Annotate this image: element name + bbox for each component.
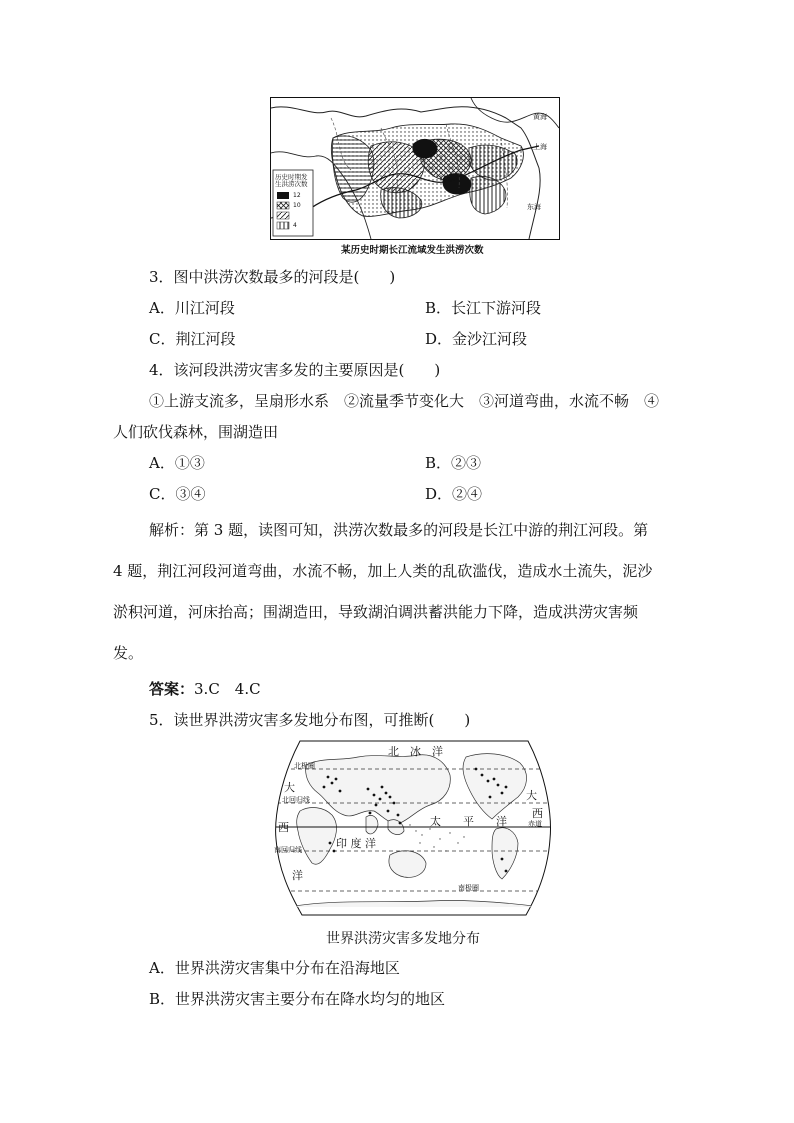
q5-option-b: B．世界洪涝灾害主要分布在降水均匀的地区 xyxy=(149,990,446,1008)
map2-label-antarctic-circle: 南极圈 xyxy=(458,884,479,892)
map2-label-pacific: 太 平 洋 xyxy=(430,815,507,828)
map2-label-tropic-s: 南回归线 xyxy=(274,846,302,854)
map2-label-indian: 印 度 洋 xyxy=(336,837,376,850)
q4-option-a: A．①③ xyxy=(149,454,205,472)
q3-option-c: C．荆江河段 xyxy=(149,330,236,348)
map2-label-equator: 赤道 xyxy=(528,820,542,828)
q3-stem: 3．图中洪涝次数最多的河段是( ) xyxy=(149,268,396,286)
q5-option-a: A．世界洪涝灾害集中分布在沿海地区 xyxy=(149,959,400,977)
map2-label-atlantic-right-2: 西 xyxy=(532,807,543,820)
yangtze-flood-map-graphic xyxy=(271,98,559,239)
map1-legend-value-4: 4 xyxy=(293,222,297,229)
q4-option-d: D．②④ xyxy=(425,485,483,503)
q4-option-b: B．②③ xyxy=(425,454,482,472)
map2-label-tropic-n: 北回归线 xyxy=(282,796,310,804)
explanation-line-4: 发。 xyxy=(113,644,144,662)
answer xyxy=(149,679,261,699)
explanation-line-1: 解析：第 3 题，读图可知，洪涝次数最多的河段是长江中游的荆江河段。第 xyxy=(149,521,649,539)
yangtze-flood-map xyxy=(270,97,560,240)
map2-caption: 世界洪涝灾害多发地分布 xyxy=(326,931,480,947)
answer-value: 3.C 4.C xyxy=(194,680,261,698)
map2-label-north-arctic: 北 冰 洋 xyxy=(388,745,443,758)
q5-stem: 5．读世界洪涝灾害多发地分布图，可推断( ) xyxy=(149,711,471,729)
world-flood-map xyxy=(270,739,558,917)
explanation-line-2: 4 题，荆江河段河道弯曲，水流不畅，加上人类的乱砍滥伐，造成水土流失，泥沙 xyxy=(113,562,653,580)
q4-option-c: C．③④ xyxy=(149,485,206,503)
map1-legend-value-12: 12 xyxy=(293,192,301,199)
answer-label: 答案： xyxy=(149,680,195,698)
q4-stem: 4．该河段洪涝灾害多发的主要原因是( ) xyxy=(149,361,441,379)
map1-caption: 某历史时期长江流域发生洪涝次数 xyxy=(341,245,484,256)
explanation-line-3: 淤积河道，河床抬高；围湖造田，导致湖泊调洪蓄洪能力下降，造成洪涝灾害频 xyxy=(113,603,639,621)
q4-reasons-line1: ①上游支流多，呈扇形水系 ②流量季节变化大 ③河道弯曲，水流不畅 ④ xyxy=(149,392,660,410)
map2-label-atlantic-left-1: 大 xyxy=(284,781,295,794)
q4-reasons-line2: 人们砍伐森林，围湖造田 xyxy=(113,423,279,441)
map2-label-arctic-circle: 北极圈 xyxy=(294,762,315,770)
map1-legend-value-10: 10 xyxy=(293,202,301,209)
map1-label-donghai: 东海 xyxy=(527,203,541,211)
map2-label-atlantic-left-3: 洋 xyxy=(292,869,303,882)
map2-label-atlantic-left-2: 西 xyxy=(278,821,289,834)
q3-option-a: A．川江河段 xyxy=(149,299,235,317)
map1-legend-title: 历史时期发生洪涝次数 xyxy=(275,173,308,188)
map1-label-shanghai: 上海 xyxy=(533,143,547,151)
map2-label-atlantic-right-1: 大 xyxy=(526,789,537,802)
q3-option-b: B．长江下游河段 xyxy=(425,299,542,317)
q3-option-d: D．金沙江河段 xyxy=(425,330,528,348)
explanation xyxy=(113,510,693,674)
map1-label-huanghai: 黄海 xyxy=(533,113,547,121)
